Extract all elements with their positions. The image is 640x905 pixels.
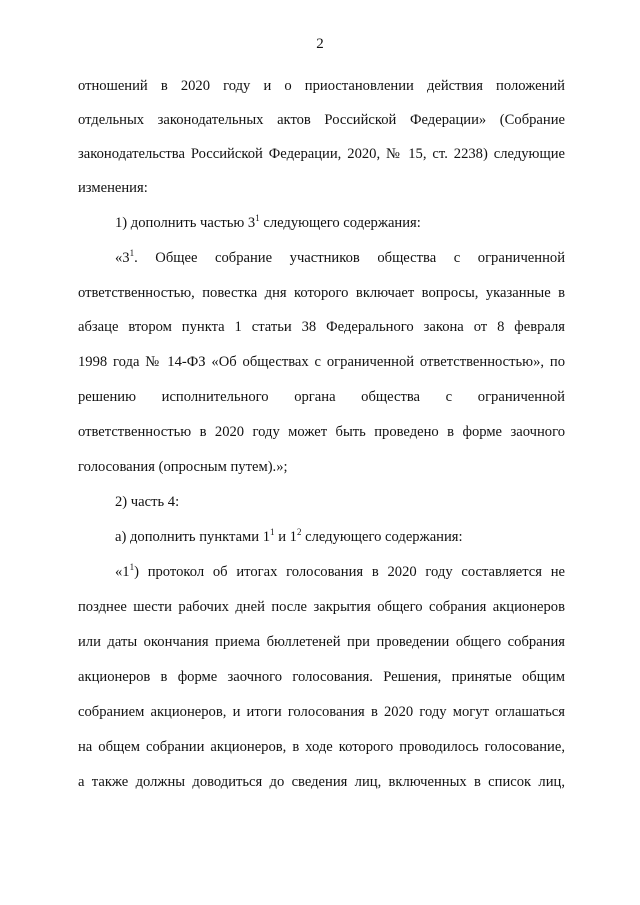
superscript: 1 [129, 248, 135, 258]
text-line: на общем собрании акционеров, в ходе которого проводилось голосование, [78, 739, 565, 755]
text-line: отдельных законодательных актов Российской Федерации» (Собрание [78, 112, 565, 128]
text-line: голосования (опросным путем).»; [78, 459, 288, 475]
text-line: абзаце втором пункта 1 статьи 38 Федерального закона от 8 февраля [78, 319, 565, 335]
text-line: «$1^1$) протокол об итогах голосования в 2020 году составляется не [115, 562, 565, 580]
text-line: а также должны доводиться до сведения лиц, включенных в список лиц, [78, 774, 565, 790]
text-line: 1998 года № 14-ФЗ «Об обществах с ограниченной ответственностью», по [78, 354, 565, 370]
text-line: 1) дополнить частью $3^1$ следующего содержания: [115, 213, 421, 231]
superscript: 1 [270, 527, 275, 537]
text-line: «$3^1$. Общее собрание участников общества с ограниченной [115, 248, 565, 266]
text-line: собранием акционеров, и итоги голосования в 2020 году могут оглашаться [78, 704, 565, 720]
text-line: а) дополнить пунктами $1^1$ и $1^2$ следующего содержания: [115, 527, 463, 545]
text-line: ответственностью в 2020 году может быть проведено в форме заочного [78, 424, 565, 440]
text-line: законодательства Российской Федерации, 2020, № 15, ст. 2238) следующие [78, 146, 565, 162]
text-line: решению исполнительного органа общества с ограниченной [78, 389, 565, 405]
superscript: 2 [296, 527, 302, 537]
text-line: отношений в 2020 году и о приостановлении действия положений [78, 78, 565, 94]
text-line: изменения: [78, 180, 148, 196]
page-number: 2 [316, 36, 324, 52]
text-line: акционеров в форме заочного голосования. Решения, принятые общим [78, 669, 565, 685]
text-line: или даты окончания приема бюллетеней при проведении общего собрания [78, 634, 565, 650]
text-line: ответственностью, повестка дня которого включает вопросы, указанные в [78, 285, 565, 301]
text-line: позднее шести рабочих дней после закрытия общего собрания акционеров [78, 599, 565, 615]
text-line: 2) часть 4: [115, 494, 180, 510]
superscript: 1 [129, 562, 135, 572]
superscript: 1 [255, 213, 260, 223]
